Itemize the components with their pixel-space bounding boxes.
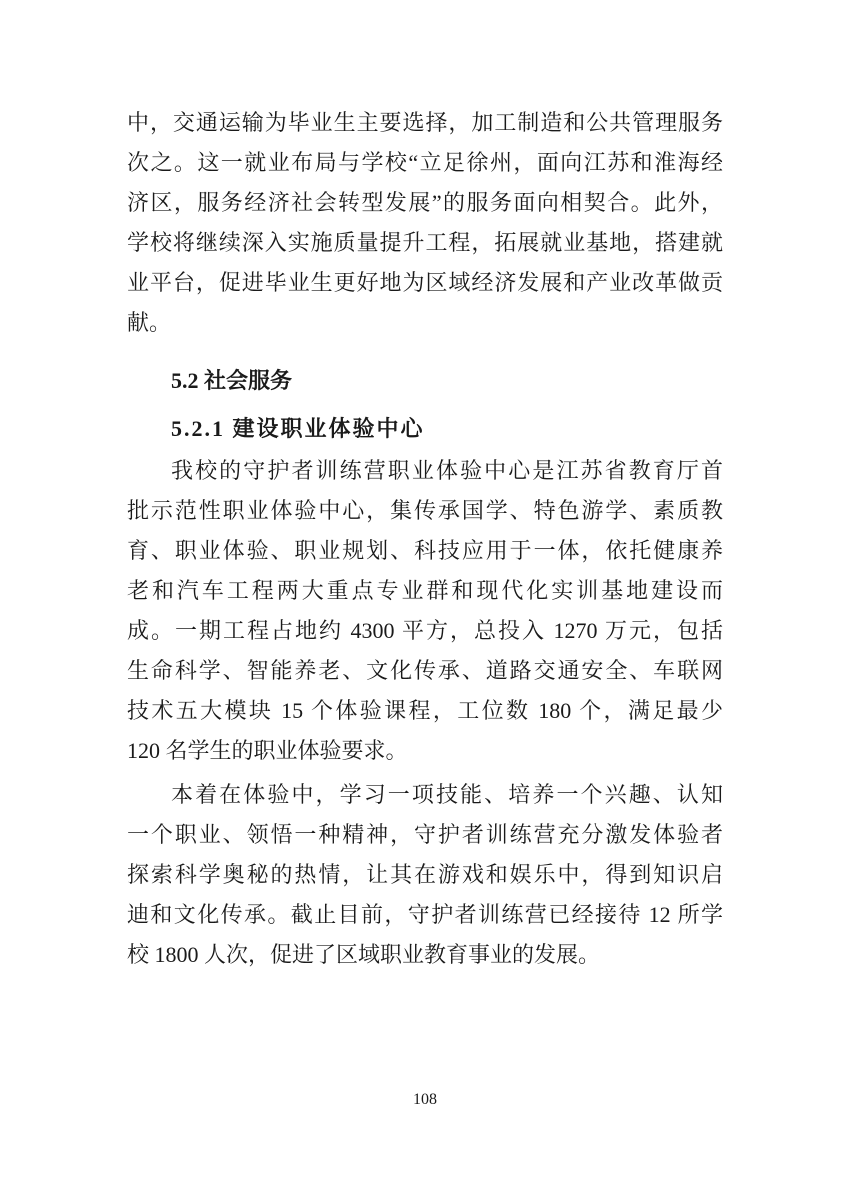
text-line: 探索科学奥秘的热情，让其在游戏和娱乐中，得到知识启 — [127, 862, 723, 887]
text-line: 献。 — [127, 310, 172, 335]
text-line: 一个职业、领悟一种精神，守护者训练营充分激发体验者 — [127, 822, 723, 847]
paragraph-employment-continuation — [127, 103, 723, 343]
paragraph-mission — [127, 775, 723, 975]
text-line: 我校的守护者训练营职业体验中心是江苏省教育厅首 — [171, 458, 723, 483]
paragraph-experience-center — [127, 451, 723, 771]
text-line: 中，交通运输为毕业生主要选择，加工制造和公共管理服务 — [127, 110, 723, 135]
text-line: 学校将继续深入实施质量提升工程，拓展就业基地，搭建就 — [127, 230, 723, 255]
text-line: 老和汽车工程两大重点专业群和现代化实训基地建设而 — [127, 578, 723, 603]
text-line: 本着在体验中，学习一项技能、培养一个兴趣、认知 — [171, 782, 723, 807]
text-line: 生命科学、智能养老、文化传承、道路交通安全、车联网 — [127, 658, 723, 683]
text-line: 迪和文化传承。截止目前，守护者训练营已经接待 12 所学 — [127, 902, 723, 927]
section-heading-5-2: 5.2 社会服务 — [171, 368, 293, 393]
text-line: 成。一期工程占地约 4300 平方，总投入 1270 万元，包括 — [127, 618, 723, 643]
text-line: 技术五大模块 15 个体验课程，工位数 180 个，满足最少 — [127, 698, 723, 723]
subsection-heading-5-2-1: 5.2.1 建设职业体验中心 — [171, 416, 425, 441]
text-line: 育、职业体验、职业规划、科技应用于一体，依托健康养 — [127, 538, 723, 563]
page-number: 108 — [413, 1091, 437, 1108]
text-line: 批示范性职业体验中心，集传承国学、特色游学、素质教 — [127, 498, 723, 523]
text-line: 校 1800 人次，促进了区域职业教育事业的发展。 — [127, 942, 601, 967]
text-line: 业平台，促进毕业生更好地为区域经济发展和产业改革做贡 — [127, 270, 723, 295]
text-line: 次之。这一就业布局与学校“立足徐州，面向江苏和淮海经 — [127, 150, 723, 175]
text-line: 济区，服务经济社会转型发展”的服务面向相契合。此外， — [127, 190, 723, 215]
text-block — [127, 103, 723, 975]
text-line: 120 名学生的职业体验要求。 — [127, 738, 408, 763]
